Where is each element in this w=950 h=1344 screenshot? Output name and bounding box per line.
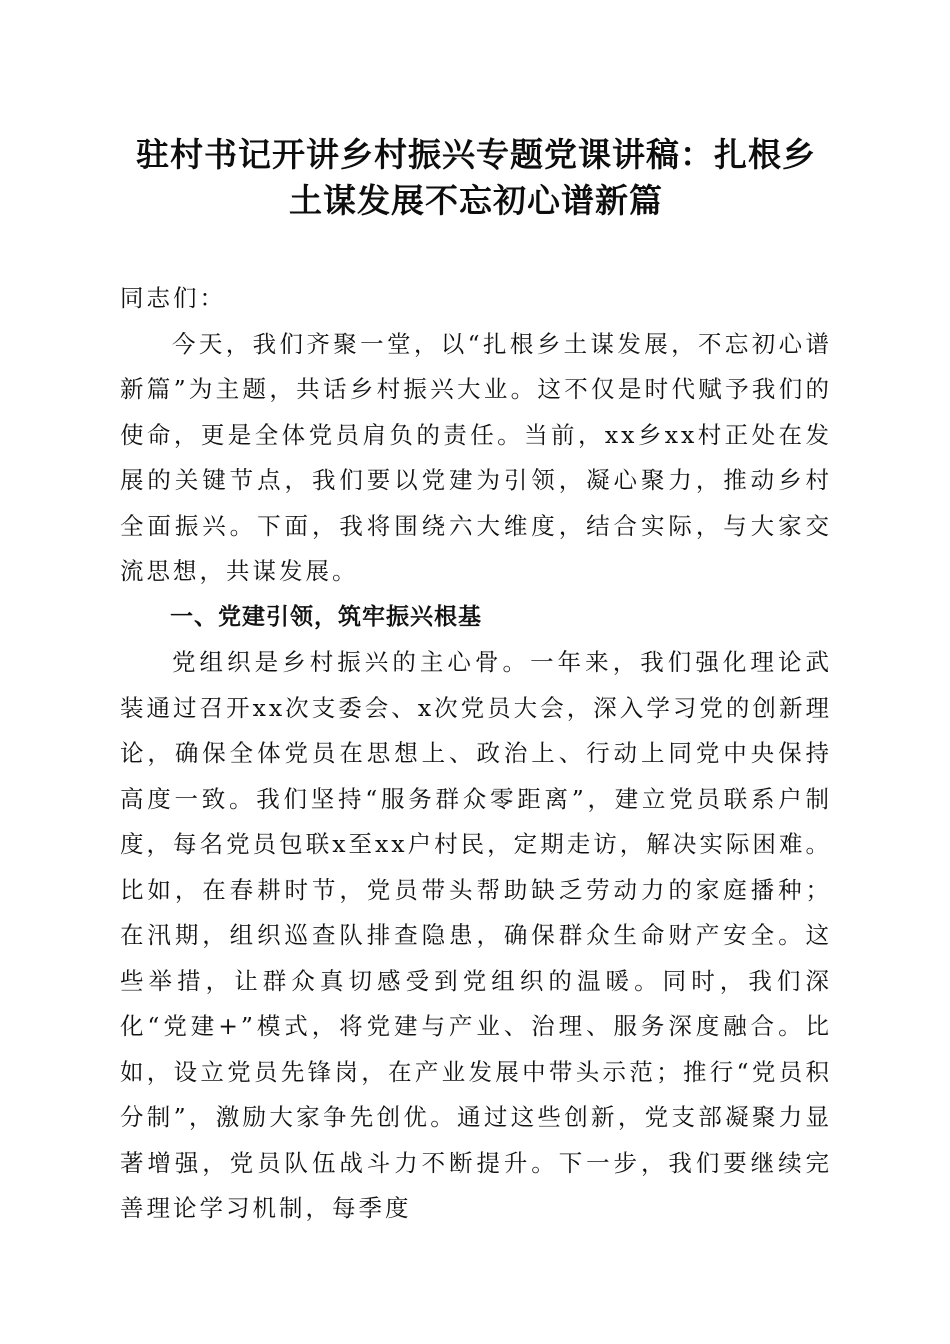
document-body [120, 276, 832, 1232]
salutation: 同志们： [120, 284, 226, 312]
title-line-2: 土谋发展不忘初心谱新篇 [289, 181, 663, 220]
intro-paragraph: 今天，我们齐聚一堂，以“扎根乡土谋发展，不忘初心谱新篇”为主题，共话乡村振兴大业。这不仅是时代赋予我们的使命，更是全体党员肩负的责任。当前，xx乡xx村正处在发展的关键节点，我们要以党建为引领，凝心聚力，推动乡村全面振兴。下面，我将围绕六大维度，结合实际，与大家交流思想，共谋发展。 [120, 329, 832, 585]
document-title [120, 132, 832, 224]
title-line-1: 驻村书记开讲乡村振兴专题党课讲稿：扎根乡 [136, 135, 816, 174]
section-heading-1: 一、党建引领，筑牢振兴根基 [170, 603, 482, 630]
section-1-paragraph: 党组织是乡村振兴的主心骨。一年来，我们强化理论武装通过召开xx次支委会、x次党员大会，深入学习党的创新理论，确保全体党员在思想上、政治上、行动上同党中央保持高度一致。我们坚持“服务群众零距离”，建立党员联系户制度，每名党员包联x至xx户村民，定期走访，解决实际困难。比如，在春耕时节，党员带头帮助缺乏劳动力的家庭播种；在汛期，组织巡查队排查隐患，确保群众生命财产安全。这些举措，让群众真切感受到党组织的温暖。同时，我们深化“党建+”模式，将党建与产业、治理、服务深度融合。比如，设立党员先锋岗，在产业发展中带头示范；推行“党员积分制”，激励大家争先创优。通过这些创新，党支部凝聚力显著增强，党员队伍战斗力不断提升。下一步，我们要继续完善理论学习机制，每季度 [120, 648, 832, 1222]
